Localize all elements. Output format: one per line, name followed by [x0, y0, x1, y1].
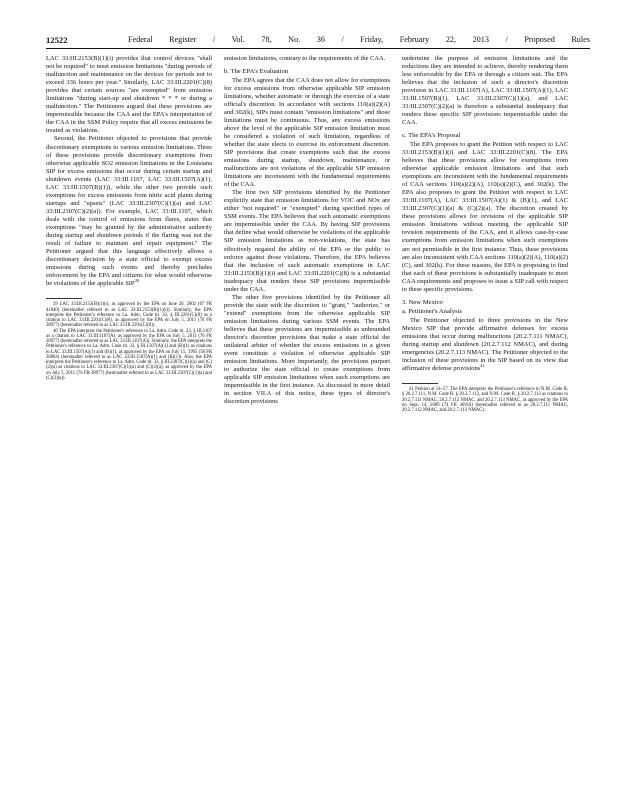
- header-rule: [46, 48, 590, 49]
- body-paragraph: undermine the purpose of emission limitations and the reductions they are intended to achieve, thereby rendering them less enforceable by the EPA or through a citizen suit. The EPA believes that the inclusion of such a director's discretion provision in LAC 33:III.1107(A), LAC 33:III.1507(A)(1), LAC 33:III.1507(B)(1), LAC 33:III.2307(C)(1)(a), and LAC 33:III.2307(C)(2)(a) is therefore a substantial inadequacy that renders these specific SIP provisions impermissible under the CAA.: [402, 55, 568, 127]
- body-paragraph: LAC 33:III.2153(B)(1)(i) provides that control devices "shall not be required" to meet emission limitations "during periods of malfunction and maintenance on the devices for periods not to exceed 336 hours per year." Similarly, LAC 33:III.2201(C)(8) provides that certain sources "are exempted" from emission limitations "during start-up and shutdown * * * or during a malfunction." The Petitioners argued that these provisions are impermissible because the CAA and the EPA's interpretation of the CAA in the SSM Policy require that all excess emissions be treated as violations.: [46, 55, 212, 135]
- footnote: 41 Petition at 54–57. The EPA interprets the Petitioner's reference to N.M. Code R. § 20.2.7.111, N.M. Code R. § 20.2.7.112, and N.M. Code R. § 20.2.7.113 as citations to 20.2.7.111 NMAC, 20.2.7.112 NMAC, and 20.2.7.113 NMAC, as approved by the EPA on Sept. 14, 2009 (74 FR 46910) (hereinafter referred to as 20.2.7.111 NMAC, 20.2.7.112 NMAC, and 20.2.7.113 NMAC).: [402, 387, 568, 414]
- paragraph-text: Second, the Petitioner objected to provisions that provide discretionary exemptions to various emission limitations. Three of these provisions provide discretionary exemptions from otherwise applicable SO2 emission limitations in the Louisiana SIP for excess emissions that occur during certain startup and shutdown events (LAC 33:III.1107, LAC 33:III.1507(A)(1), LAC 33:III.1507(B)(1)), while the other two provide such exemptions for excess emissions from nitric acid plants during startups and "upsets" (LAC 33:III.2307(C)(1)(a) and LAC 33:III.2307(C)(2)(a)). For example, LAC 33:III.1107, which deals with the control of emissions from flares, states that exemptions "may be granted by the administrative authority during startup and shutdown periods if the flaring was not the result of failure to maintain and repair equipment." The Petitioner argued that this language effectively allows a discretionary decision by a state official to exempt excess emissions during such events and thereby precludes enforcement by the EPA and citizens for what would otherwise be violations of the applicable SIP: [46, 135, 212, 288]
- body-paragraph: [402, 317, 568, 373]
- footnotes: [402, 387, 568, 413]
- body-paragraph: The EPA agrees that the CAA does not allow for exemptions for excess emissions from otherwise applicable SIP emission limitations, whether automatic or through the exercise of a state official's discretion. In accordance with sections 110(a)(2)(A) and 302(k), SIPs must contain "emission limitations" and those limitations must be continuous. Thus, any excess emissions above the level of the applicable SIP emission limitation must be considered a violation of such limitation, regardless of whether the state elects to exercise its enforcement discretion. SIP provisions that create exemptions such that the excess emissions during startup, shutdown, maintenance, or malfunctions are not violations of the applicable SIP emission limitations are inconsistent with the fundamental requirements of the CAA.: [224, 76, 390, 189]
- body-paragraph: The first two SIP provisions identified by the Petitioner explicitly state that emission limitations for VOC and NOx are either "not required" or "exempted" during specified types of SSM events. The EPA believes that such automatic exemptions are impermissible under the CAA. By having SIP provisions that define what would otherwise be violations of the applicable SIP emission limitations as non-violations, the state has effectively negated the ability of the EPA or the public to enforce against those violations. Therefore, the EPA believes that the inclusion of such automatic exemptions in LAC 33:III.2153(B)(1)(i) and LAC 33:III.2201(C)(8) is a substantial inadequacy that renders these SIP provisions impermissible under the CAA.: [224, 189, 390, 293]
- section-heading: c. The EPA's Proposal: [402, 132, 461, 140]
- column-2: [224, 55, 390, 406]
- footnote-marker: 41: [480, 362, 485, 368]
- column-3: [402, 55, 568, 413]
- footnotes: [46, 302, 212, 381]
- section-heading: 3. New Mexico: [402, 298, 443, 306]
- footnote-marker: 39: [134, 278, 139, 284]
- page-header: [46, 33, 590, 47]
- footnote-rule: [46, 298, 82, 299]
- footnote: 39 LAC 33:III.2153(B)(1)(i), as approved by the EPA on June 20, 2002 (67 FR 41840) (hereinafter referred to as LAC 33:III.2153(B)(1)(i)). Similarly, the EPA interprets the Petitioner's reference to La. Adm. Code tit. 33, § III.2201(C)(8) as a citation to LAC 33:III.2201(C)(8), as approved by the EPA on July 5, 2011 (76 FR 38977) (hereinafter referred to as LAC 33:III.2201(C)(8)).: [46, 302, 212, 329]
- section-heading: b. The EPA's Evaluation: [224, 68, 289, 76]
- running-head: Federal Register / Vol. 78, No. 36 / Friday, February 22, 2013 / Proposed Rules: [128, 35, 590, 44]
- section-heading: a. Petitioner's Analysis: [402, 308, 462, 316]
- footnote-rule: [402, 383, 438, 384]
- body-paragraph: [46, 135, 212, 288]
- body-paragraph: The EPA proposes to grant the Petition with respect to LAC 33:III.2153(B)(1)(i) and LAC 33:III.2201(C)(8). The EPA believes that these provisions allow for exemptions from otherwise applicable emission limitations and that such exemptions are inconsistent with the fundamental requirements of CAA sections 110(a)(2)(A), 110(a)(2)(C), and 302(k). The EPA also proposes to grant the Petition with respect to LAC 33:III.1107(A), LAC 33:III.1507(A)(1) & (B)(1), and LAC 33:III.2307(C)(1)(a) & (C)(2)(a). The discretion created by these provisions allows for revisions of the applicable SIP emission limitations without meeting the applicable SIP revision requirements of the CAA, and it allows case-by-case exemptions from emission limitations when such exemptions are not permissible in the first instance. Thus, these provisions are also inconsistent with CAA sections 110(a)(2)(A), 110(a)(2)(C), and 302(k). For these reasons, the EPA is proposing to find that each of these provisions is substantially inadequate to meet CAA requirements and proposes to issue a SIP call with respect to these specific provisions.: [402, 140, 568, 293]
- footnote: 40 The EPA interprets the Petitioner's reference to La. Adm. Code tit. 33, § III.1107 as a citation to LAC 33:III.1107(A), as approved by the EPA on July 5, 2011 (76 FR 38977) (hereinafter referred to as LAC 33:III.1107(A)). Similarly, the EPA interprets the Petitioner's reference to La. Adm. Code tit. 33, § III.1507(A)(1) and (B)(1) as citations to LAC 33:III.1507(A)(1) and (B)(1), as approved by the EPA on July 15, 1995 (58 FR 36864) (hereinafter referred to as LAC 33:III.1507(A)(1) and (B)(1)). Also, the EPA interprets the Petitioner's reference to La. Adm. Code tit. 33, § III.2307(C)(1)(a) and (C)(2)(a) as citations to LAC 33:III.2307(C)(1)(a) and (C)(2)(a), as approved by the EPA on July 5, 2011 (76 FR 38977) (hereinafter referred to as LAC 33:III.2307(C)(1)(a) and (C)(2)(a)).: [46, 328, 212, 381]
- column-1: [46, 55, 212, 381]
- body-paragraph: emission limitations, contrary to the requirements of the CAA.: [224, 55, 386, 62]
- body-paragraph: The other five provisions identified by the Petitioner all provide the state with the discretion to "grant," "authorize," or "extend" exemptions from the otherwise applicable SIP emission limitations during various SSM events. The EPA believes that these provisions are impermissible as unbounded director's discretion provisions that make a state official the unilateral arbiter of whether the excess emissions in a given event constitute a violation of otherwise applicable SIP emission limitations. More importantly, the provisions purport to authorize the state official to create exemptions from applicable SIP emission limitations when such exemptions are impermissible in the first instance. As discussed in more detail in section VII.A of this notice, these types of director's discretion provisions: [224, 293, 390, 406]
- page-number: 12522: [46, 35, 68, 45]
- paragraph-text: The Petitioner objected to three provisions in the New Mexico SIP that provide affirmative defenses for excess emissions that occur during malfunctions (20.2.7.111 NMAC), during startup and shutdown (20.2.7.112 NMAC), and during emergencies (20.2.7.113 NMAC). The Petitioner objected to the inclusion of these provisions in the SIP based on its view that affirmative defense provisions: [402, 316, 568, 373]
